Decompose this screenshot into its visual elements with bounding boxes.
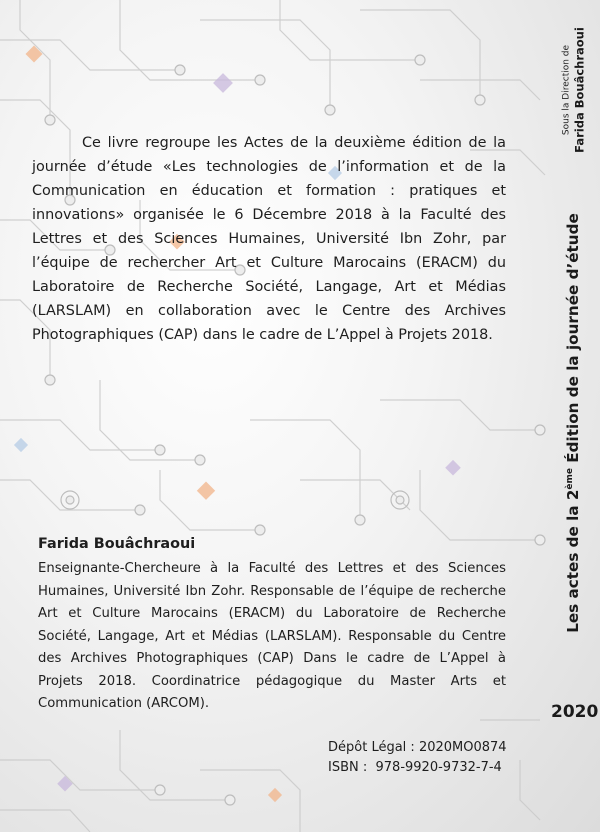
spine-director-name: Farida Bouâchraoui bbox=[572, 27, 587, 153]
isbn-value: 978-9920-9732-7-4 bbox=[375, 760, 502, 775]
legal-deposit-row bbox=[328, 738, 507, 758]
spine-direction-label: Sous la Direction de bbox=[561, 44, 572, 136]
isbn-label: ISBN : bbox=[328, 760, 376, 775]
spine-title-suffix: Édition de la journée d’étude bbox=[564, 213, 582, 468]
spine-title-prefix: Les actes de la 2 bbox=[564, 489, 582, 633]
isbn-row bbox=[328, 758, 507, 778]
spine-direction bbox=[554, 10, 594, 170]
intro-paragraph: Ce livre regroupe les Actes de la deuxième édition de la journée d’étude «Les technologies de l’information et de la Communication en éducation et formation : pratiques et innovations» organisée le 6 Décembre 2018 à la Faculté des Lettres et des Sciences Humaines, Université Ibn Zohr, par l’équipe de rechercher Art et Culture Marocains (ERACM) du Laboratoire de Recherche Société, Langage, Art et Médias (LARSLAM) en collaboration avec le Centre des Archives Photographiques (CAP) dans le cadre de L’Appel à Projets 2018. bbox=[32, 135, 506, 343]
spine-title bbox=[553, 213, 593, 633]
author-bio: Enseignante-Chercheure à la Faculté des Lettres et des Sciences Humaines, Université Ibn Zohr. Responsable de l’équipe de recherche Art et Culture Marocains (ERACM) du Laboratoire de Recherche Société, Langage, Art et Médias (LARSLAM). Responsable du Centre des Archives Photographiques (CAP) Dans le cadre de L’Appel à Projets 2018. Coordinatrice pédagogique du Master Arts et Communication (ARCOM). bbox=[38, 561, 506, 711]
publication-year: 2020 bbox=[551, 702, 599, 722]
author-name: Farida Bouâchraoui bbox=[38, 536, 196, 552]
legal-info bbox=[328, 738, 507, 778]
legal-deposit-label: Dépôt Légal : bbox=[328, 740, 419, 755]
legal-deposit-value: 2020MO0874 bbox=[418, 740, 507, 755]
spine-title-superscript: ème bbox=[564, 467, 575, 490]
